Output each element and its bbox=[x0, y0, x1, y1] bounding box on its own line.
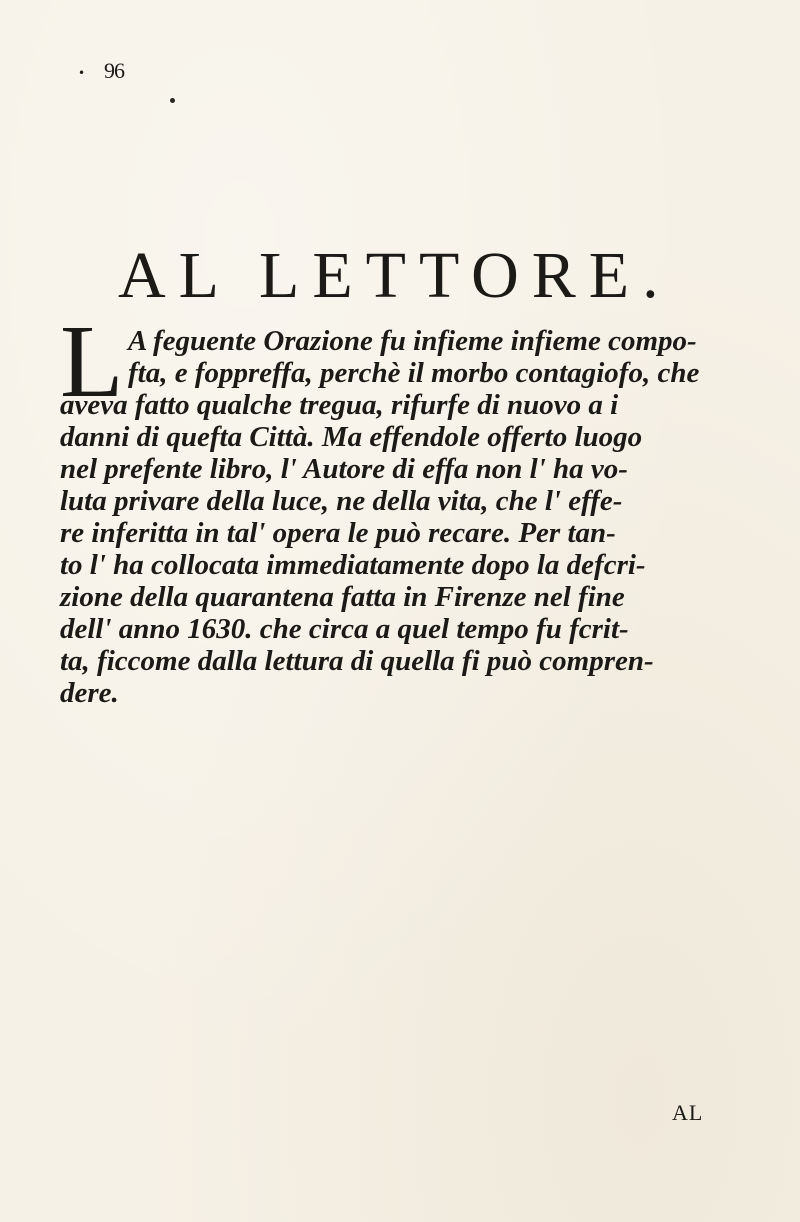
text-line: to l' ha collocata immediatamente dopo la defcri- bbox=[60, 549, 646, 581]
catchword: AL bbox=[672, 1100, 704, 1125]
text-line: zione della quarantena fatta in Firenze nel fine bbox=[60, 581, 625, 613]
section-title: AL LETTORE. bbox=[118, 239, 672, 312]
ink-speck bbox=[170, 98, 175, 103]
page-number: 96 bbox=[104, 58, 124, 83]
text-line: danni di quefta Città. Ma effendole offerto luogo bbox=[60, 421, 643, 453]
text-line: aveva fatto qualche tregua, rifurfe di nuovo a i bbox=[60, 389, 619, 421]
text-line: A feguente Orazione fu infieme infieme compo- bbox=[128, 325, 697, 357]
text-line: nel prefente libro, l' Autore di effa non l' ha vo- bbox=[60, 453, 628, 485]
text-line: re inferitta in tal' opera le può recare. Per tan- bbox=[60, 517, 616, 549]
margin-mark: • bbox=[78, 66, 86, 80]
drop-capital: L bbox=[60, 304, 124, 419]
text-line: ta, ficcome dalla lettura di quella fi può compren- bbox=[60, 645, 654, 677]
text-line: dell' anno 1630. che circa a quel tempo fu fcrit- bbox=[60, 613, 629, 645]
text-line: dere. bbox=[60, 677, 119, 709]
text-line: fta, e foppreffa, perchè il morbo contagiofo, che bbox=[128, 357, 700, 389]
text-line: luta privare della luce, ne della vita, che l' effe- bbox=[60, 485, 623, 517]
